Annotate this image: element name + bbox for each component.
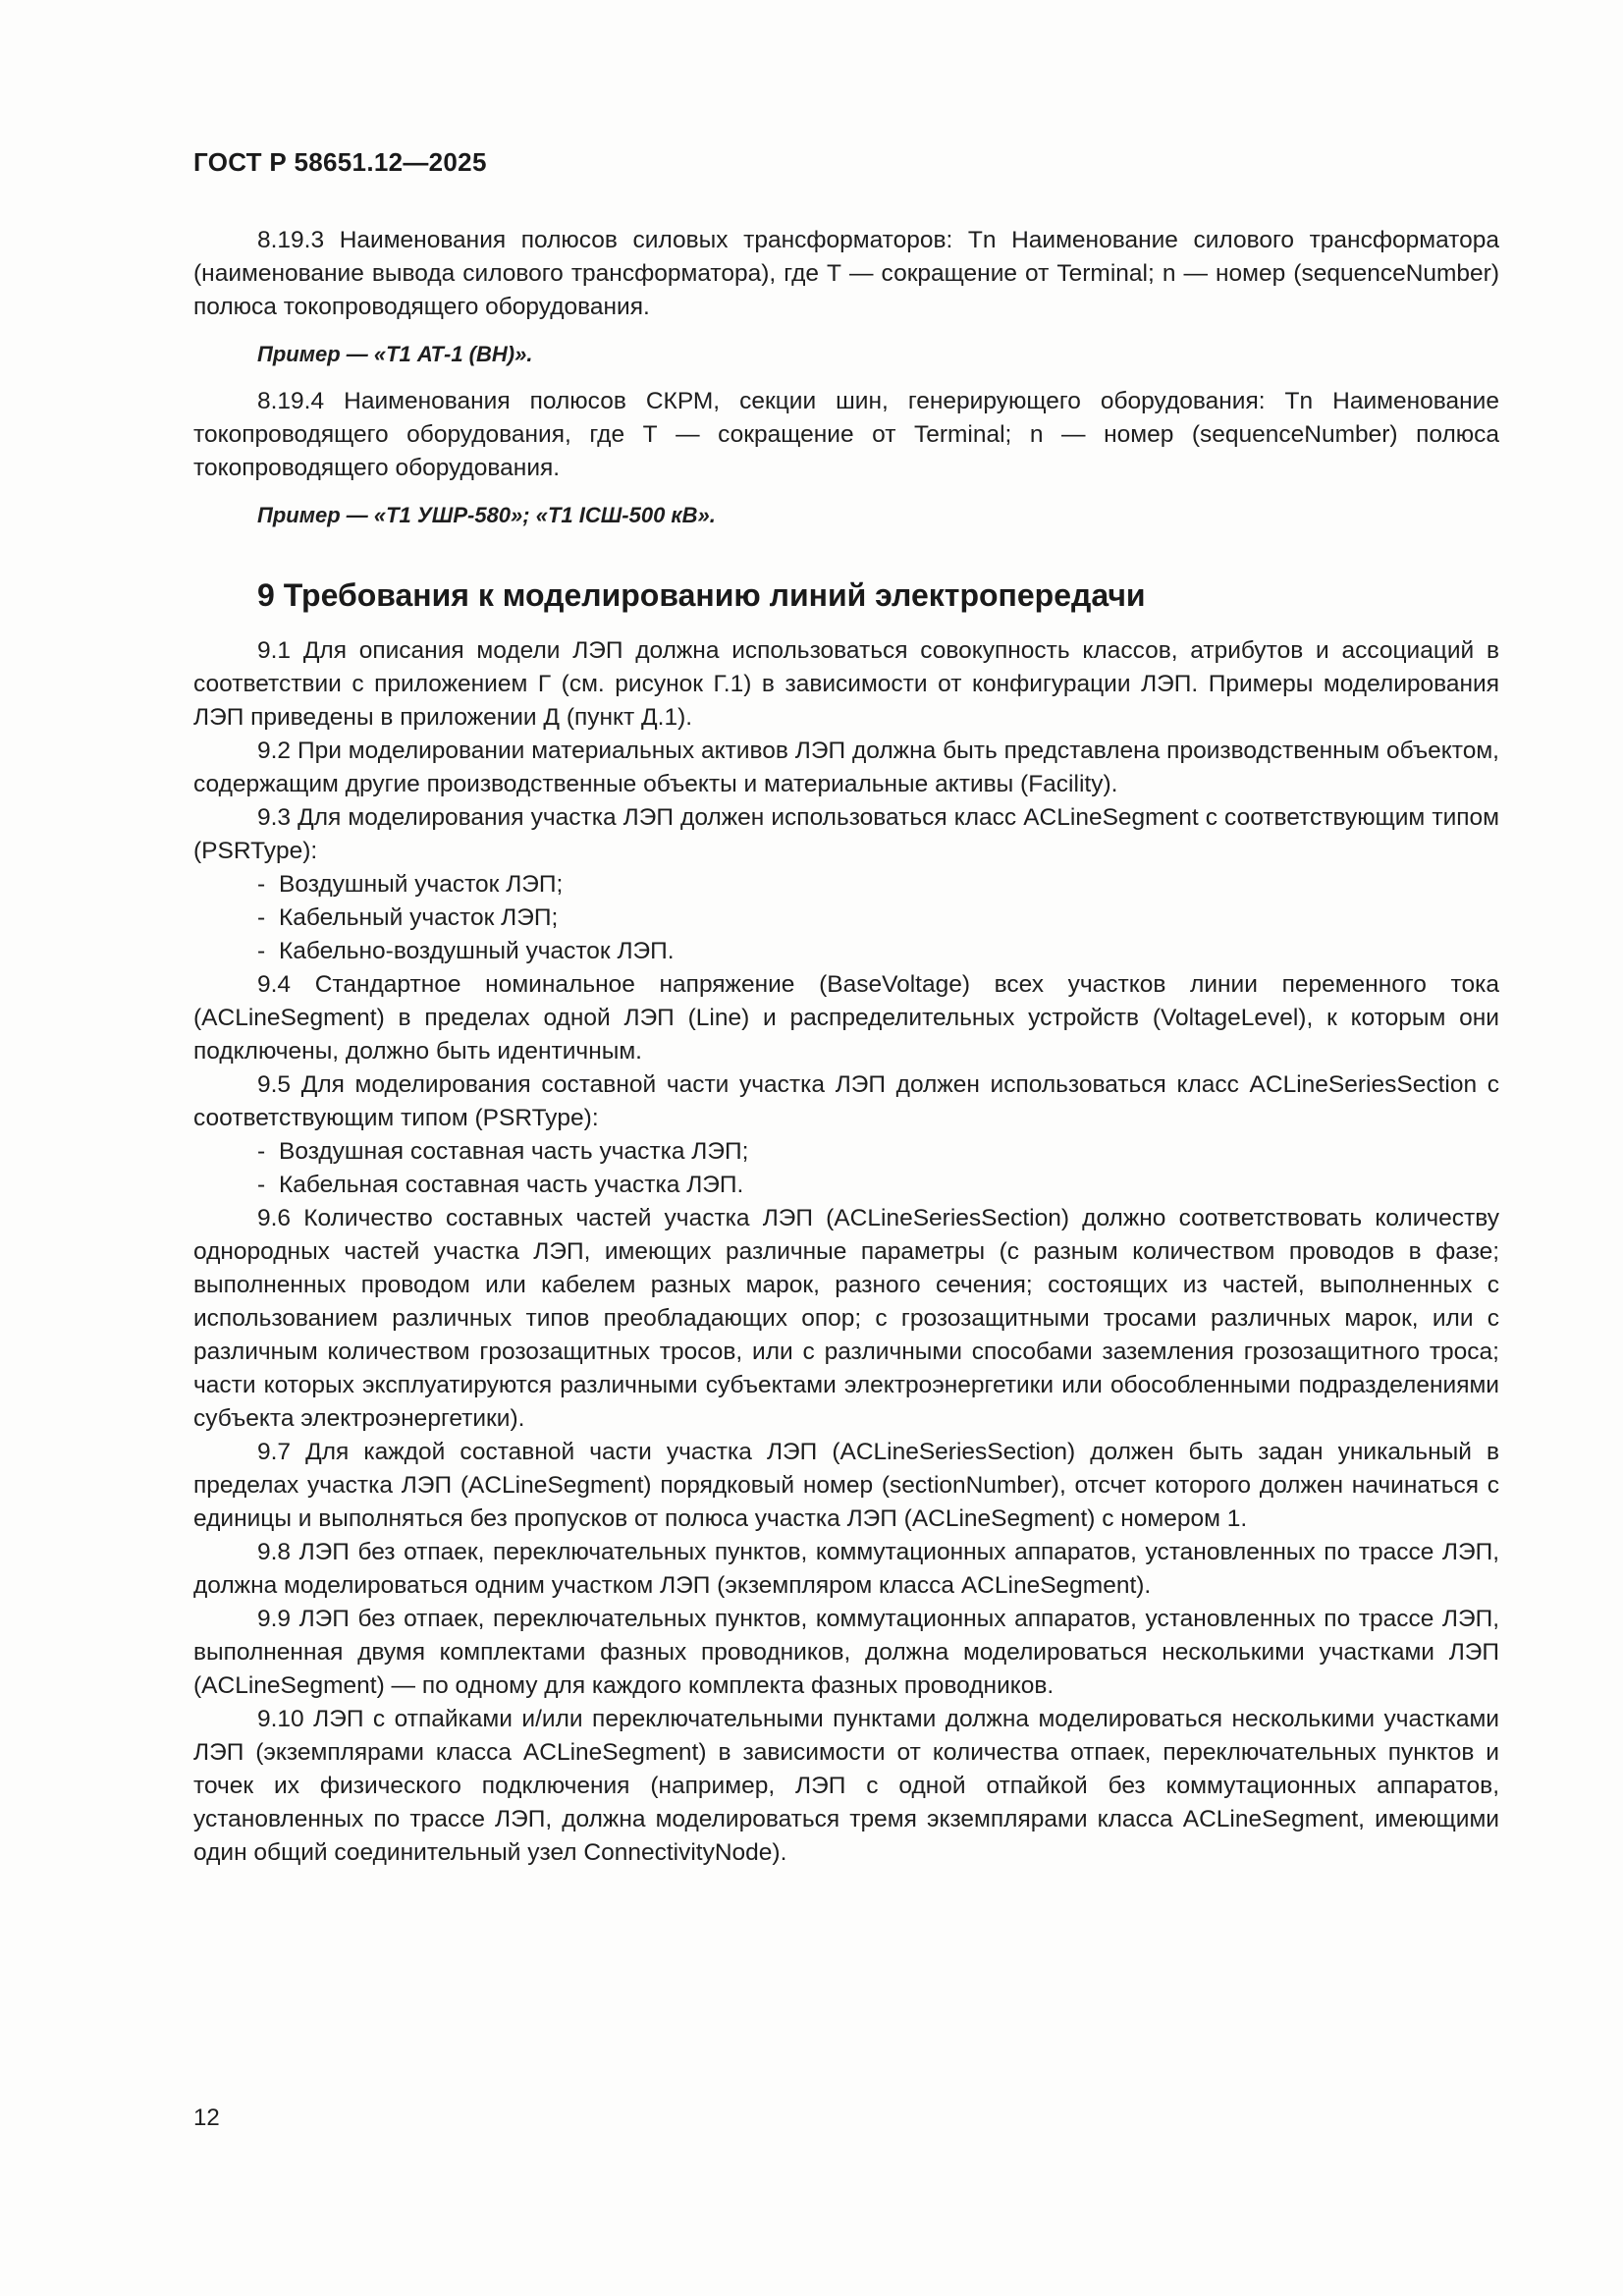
example-8-19-3: Пример — «Т1 АТ-1 (ВН)». xyxy=(257,342,533,366)
paragraph-9-10: 9.10 ЛЭП с отпайками и/или переключательными пунктами должна моделироваться несколькими участками ЛЭП (экземплярами класса ACLineSegment) в зависимости от количества отпаек, переключательных пунктов и точек их физического подключения (например, ЛЭП с одной отпайкой без коммутационных аппаратов, установленных по трассе ЛЭП, должна моделироваться тремя экземплярами класса ACLineSegment, имеющими один общий соединительный узел ConnectivityNode). xyxy=(193,1706,1499,1866)
list-item-text: Воздушный участок ЛЭП; xyxy=(279,871,564,898)
paragraph-9-7: 9.7 Для каждой составной части участка ЛЭП (ACLineSeriesSection) должен быть задан уникальный в пределах участка ЛЭП (ACLineSegment) порядковый номер (sectionNumber), отсчет которого должен начинаться с единицы и выполняться без пропусков от полюса участка ЛЭП (ACLineSegment) с номером 1. xyxy=(193,1439,1499,1532)
list-9-3 xyxy=(193,868,1499,968)
list-item: - Кабельный участок ЛЭП; xyxy=(257,904,559,931)
list-item: - Кабельно-воздушный участок ЛЭП. xyxy=(257,938,675,964)
section-9-title: 9 Требования к моделированию линий электропередачи xyxy=(257,577,1146,613)
paragraph-9-5: 9.5 Для моделирования составной части участка ЛЭП должен использоваться класс ACLineSeriesSection с соответствующим типом (PSRType): xyxy=(193,1071,1499,1131)
list-item-text: Кабельный участок ЛЭП; xyxy=(279,904,559,931)
paragraph-9-9: 9.9 ЛЭП без отпаек, переключательных пунктов, коммутационных аппаратов, установленных по трассе ЛЭП, выполненная двумя комплектами фазных проводников, должна моделироваться несколькими участками ЛЭП (ACLineSegment) — по одному для каждого комплекта фазных проводников. xyxy=(193,1606,1499,1699)
paragraph-9-6: 9.6 Количество составных частей участка ЛЭП (ACLineSeriesSection) должно соответствовать количеству однородных частей участка ЛЭП, имеющих различные параметры (с разным количеством проводов в фазе; выполненных проводом или кабелем разных марок, разного сечения; состоящих из частей, выполненных с использованием различных типов преобладающих опор; с грозозащитными тросами различных марок, или с различным количеством грозозащитных тросов, или с различными способами заземления грозозащитного троса; части которых эксплуатируются различными субъектами электроэнергетики или обособленными подразделениями субъекта электроэнергетики). xyxy=(193,1205,1499,1432)
list-item: - Воздушный участок ЛЭП; xyxy=(257,871,564,898)
paragraph-8-19-4: 8.19.4 Наименования полюсов СКРМ, секции шин, генерирующего оборудования: Tn Наименование токопроводящего оборудования, где Т — сокращение от Terminal; n — номер (sequenceNumber) полюса токопроводящего оборудования. xyxy=(193,388,1499,481)
document-header: ГОСТ Р 58651.12—2025 xyxy=(193,147,487,177)
paragraph-8-19-3: 8.19.3 Наименования полюсов силовых трансформаторов: Tn Наименование силового трансформатора (наименование вывода силового трансформатора), где Т — сокращение от Terminal; n — номер (sequenceNumber) полюса токопроводящего оборудования. xyxy=(193,227,1499,320)
paragraph-9-8: 9.8 ЛЭП без отпаек, переключательных пунктов, коммутационных аппаратов, установленных по трассе ЛЭП, должна моделироваться одним участком ЛЭП (экземпляром класса ACLineSegment). xyxy=(193,1539,1499,1599)
page-number: 12 xyxy=(193,2105,220,2131)
paragraph-9-3: 9.3 Для моделирования участка ЛЭП должен использоваться класс ACLineSegment с соответствующим типом (PSRType): xyxy=(193,804,1499,864)
list-item-text: Воздушная составная часть участка ЛЭП; xyxy=(279,1138,749,1165)
list-item: - Воздушная составная часть участка ЛЭП; xyxy=(257,1138,749,1165)
example-8-19-4: Пример — «Т1 УШР-580»; «Т1 IСШ-500 кВ». xyxy=(257,503,716,527)
paragraph-9-4: 9.4 Стандартное номинальное напряжение (BaseVoltage) всех участков линии переменного тока (ACLineSegment) в пределах одной ЛЭП (Line) и распределительных устройств (VoltageLevel), к которым они подключены, должно быть идентичным. xyxy=(193,971,1499,1065)
list-item-text: Кабельная составная часть участка ЛЭП. xyxy=(279,1172,744,1198)
document-body xyxy=(193,224,1499,1870)
paragraph-9-2: 9.2 При моделировании материальных активов ЛЭП должна быть представлена производственным объектом, содержащим другие производственные объекты и материальные активы (Facility). xyxy=(193,738,1499,797)
paragraph-9-1: 9.1 Для описания модели ЛЭП должна использоваться совокупность классов, атрибутов и ассоциаций в соответствии с приложением Г (см. рисунок Г.1) в зависимости от конфигурации ЛЭП. Примеры моделирования ЛЭП приведены в приложении Д (пункт Д.1). xyxy=(193,637,1499,731)
list-9-5 xyxy=(193,1135,1499,1202)
list-item: - Кабельная составная часть участка ЛЭП. xyxy=(257,1172,744,1198)
list-item-text: Кабельно-воздушный участок ЛЭП. xyxy=(279,938,675,964)
